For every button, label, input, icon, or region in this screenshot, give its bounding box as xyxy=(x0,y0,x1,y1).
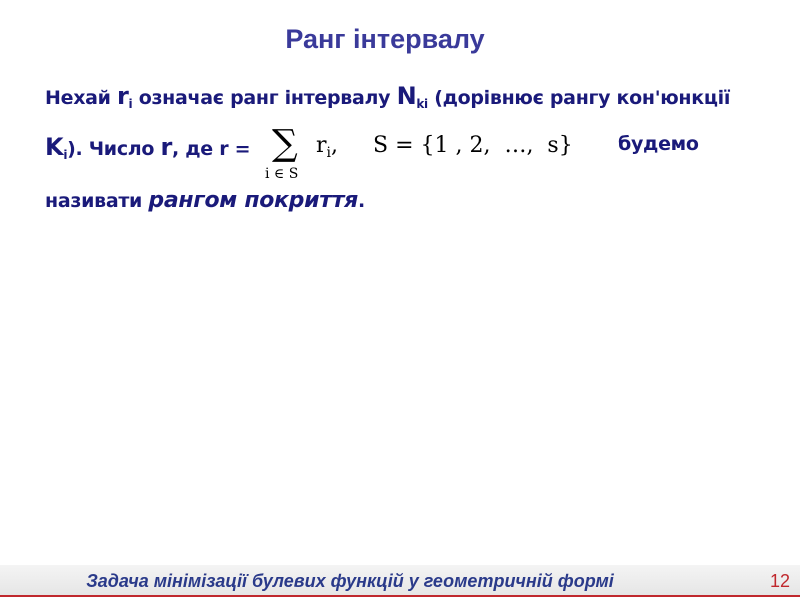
slide-title: Ранг інтервалу xyxy=(285,24,485,54)
set-definition: S = {1 , 2, …, s} xyxy=(373,133,573,158)
text-fragment: означає ранг інтервалу xyxy=(132,87,397,109)
emphasized-term: рангом покриття xyxy=(148,188,358,213)
paragraph-line-1 xyxy=(45,82,790,111)
text-fragment: (дорівнює рангу кон'юнкції xyxy=(427,87,731,109)
text-fragment: Нехай xyxy=(45,87,117,109)
variable-r: r xyxy=(219,138,229,160)
variable-r: r xyxy=(117,82,129,110)
text-fragment: = xyxy=(228,138,251,160)
subscript: ki xyxy=(416,97,428,111)
term-r: r xyxy=(316,133,327,158)
text-fragment: . xyxy=(357,190,365,212)
sum-term xyxy=(316,133,338,161)
subscript: i xyxy=(63,148,68,162)
sum-formula xyxy=(262,123,612,188)
variable-n: N xyxy=(396,82,417,110)
variable-k: K xyxy=(45,133,64,161)
paragraph-line-3 xyxy=(45,188,790,213)
text-fragment: називати xyxy=(45,190,149,212)
text-fragment: ). Число xyxy=(67,138,161,160)
footer-divider xyxy=(0,595,800,597)
variable-r: r xyxy=(160,133,173,161)
footer-title: Задача мінімізації булевих функцій у геометричній формі xyxy=(86,571,614,591)
text-fragment: будемо xyxy=(618,133,699,155)
text-fragment: , де xyxy=(172,138,220,160)
subscript: i xyxy=(326,145,332,161)
sum-index: i ∈ S xyxy=(265,166,299,182)
subscript: i xyxy=(128,97,133,111)
page-number: 12 xyxy=(769,571,790,591)
comma: , xyxy=(331,133,339,158)
sigma-symbol: ∑ xyxy=(272,123,298,164)
